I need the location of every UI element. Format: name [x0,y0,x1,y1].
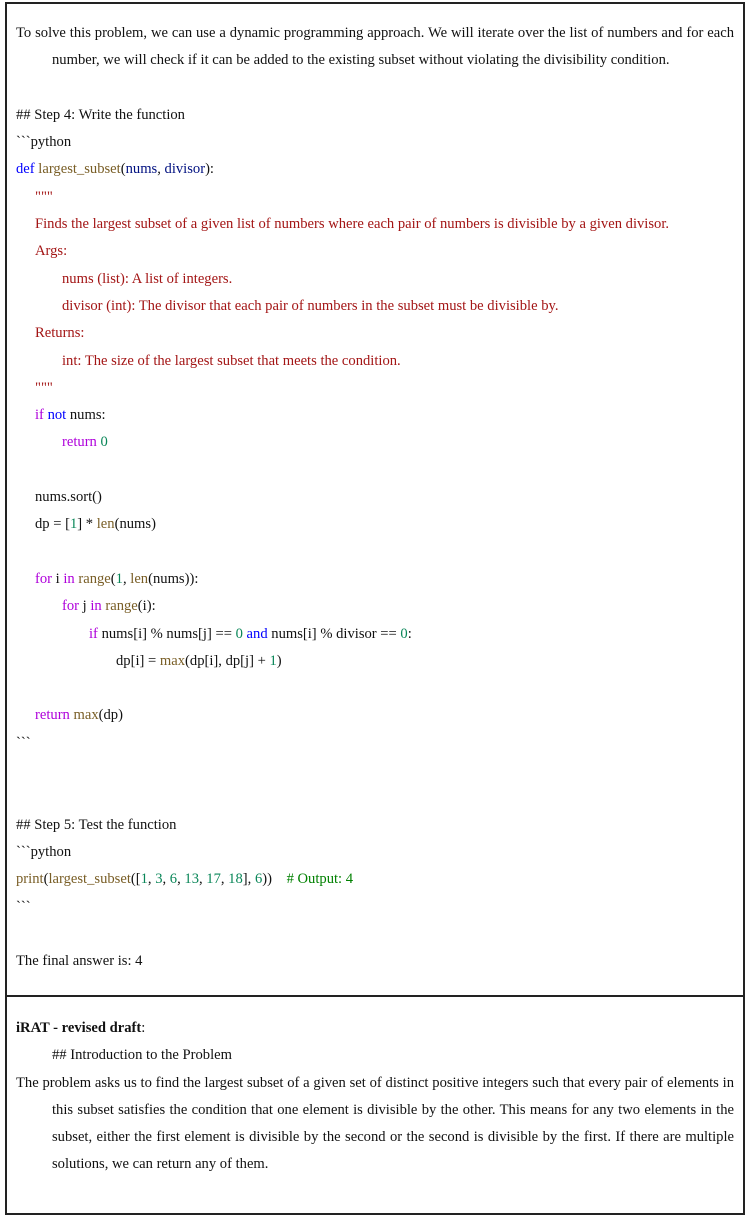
code-token: divisor [164,161,206,178]
original-answer-panel [5,2,745,997]
blank-line [16,675,734,702]
code-line [62,266,734,293]
code-token: if [89,625,102,642]
code-token: , [157,161,165,178]
code-token: return [62,434,101,451]
code-line [16,894,734,921]
code-line [62,429,734,456]
code-line [116,648,734,675]
code-token: dp[i] = [116,652,160,669]
code-token: ``` [16,734,31,751]
code-token: largest_subset [48,871,131,888]
code-line [35,375,734,402]
code-token: (dp[i], dp[j] + [185,652,270,669]
code-token: , [122,570,131,587]
code-token: 13 [184,871,199,888]
code-token: int: The size of the largest subset that meets the condition. [62,352,401,369]
code-line [35,484,734,511]
code-line [16,866,734,893]
code-token: ( [120,161,126,178]
revised-draft-panel [5,995,745,1215]
code-token: 1 [115,570,123,587]
code-line [35,402,734,429]
code-token: 1 [69,516,78,533]
code-token: range [78,570,111,587]
code-token: , [147,871,156,888]
blank-line [16,921,734,948]
code-line [62,348,734,375]
code-token: Returns: [35,325,85,342]
blank-line [16,757,734,784]
test-code-block [16,866,734,921]
function-code-block [16,156,734,757]
step5-heading: ## Step 5: Test the function [16,816,177,833]
code-line [35,320,734,347]
code-token: ): [205,161,214,178]
code-line [35,511,734,538]
code-line [16,730,734,757]
code-token: 0 [400,625,408,642]
code-token: 1 [140,871,148,888]
code-token: max [73,707,99,724]
problem-paragraph: The problem asks us to find the largest subset of a given set of distinct positive integers such that every pair of elements in this subset satisfies the condition that one element is divisible by the other. This means for any two elements in the subset, either the first element is divisible by the second or the second is divisible by the first. If there are multiple solutions, we can return any of them. [16,1074,738,1173]
code-token: if [35,407,48,424]
code-token: , [162,871,170,888]
code-token: and [242,625,272,642]
code-token: """ [35,379,53,396]
code-token: for [62,598,83,615]
code-token: nums [125,161,158,178]
code-token: nums[i] % nums[j] == [101,625,236,642]
code-token: dp = [ [35,516,70,533]
code-token: len [130,570,149,587]
code-token: """ [35,188,53,205]
code-token: nums (list): A list of integers. [62,270,233,287]
code-token: )) [262,871,287,888]
code-token: Args: [35,243,68,260]
code-token: len [96,516,115,533]
intro-paragraph: To solve this problem, we can use a dynamic programming approach. We will iterate over the list of numbers and for each number, we will check if it can be added to the existing subset without violating the divisibility condition. [16,25,738,69]
code-token: (nums) [114,516,156,533]
blank-line [16,539,734,566]
code-token: 17 [206,871,221,888]
code-token: nums: [69,407,106,424]
code-token: nums[i] % divisor == [271,625,401,642]
step4-heading: ## Step 4: Write the function [16,106,185,123]
code-token: j [82,598,91,615]
introduction-heading: ## Introduction to the Problem [52,1047,232,1064]
code-token: Finds the largest subset of a given list of numbers where each pair of numbers is divisible by a given divisor. [35,216,670,233]
code-token: in [90,598,106,615]
code-token: ] * [77,516,97,533]
code-token: , [177,871,185,888]
code-fence-open: ```python [16,134,72,151]
code-token: ], [242,871,255,888]
final-answer: The final answer is: 4 [16,953,143,970]
code-token: nums.sort() [35,489,102,506]
code-line [89,621,734,648]
code-token: def [16,161,39,178]
code-token: 18 [228,871,243,888]
code-line [62,293,734,320]
blank-line [16,457,734,484]
code-token: i [55,570,64,587]
code-line [62,593,734,620]
code-line [35,184,734,211]
code-line [35,566,734,593]
code-token: 1 [269,652,277,669]
code-token: divisor (int): The divisor that each pair of numbers in the subset must be divisible by. [62,297,559,314]
code-token: ``` [16,898,31,915]
code-token: (dp) [98,707,123,724]
code-token: 6 [254,871,263,888]
code-token: : [407,625,412,642]
code-token: 0 [100,434,108,451]
code-token: ([ [130,871,141,888]
blank-line [16,75,734,102]
code-token: max [159,652,186,669]
code-line [35,702,734,729]
code-token: , [198,871,207,888]
code-token: print [16,871,44,888]
code-token: ( [110,570,116,587]
code-token: ( [43,871,49,888]
code-token: (nums)): [148,570,199,587]
code-token: , [220,871,229,888]
code-line [35,211,734,238]
code-line [16,156,734,183]
code-token: in [63,570,79,587]
blank-line [16,784,734,811]
code-token: 0 [235,625,243,642]
code-token: for [35,570,56,587]
revised-draft-label: iRAT - revised draft [16,1020,142,1036]
code-token: largest_subset [38,161,121,178]
code-token: # Output: 4 [286,871,354,888]
code-fence-open: ```python [16,843,72,860]
code-token: (i): [137,598,156,615]
code-line [35,238,734,265]
code-token: 6 [169,871,178,888]
code-token: not [47,407,70,424]
revised-draft-label-line [16,1015,734,1042]
code-token: return [35,707,74,724]
label-colon: : [141,1020,146,1036]
code-token: ) [276,652,282,669]
code-token: range [105,598,138,615]
code-token: 3 [155,871,163,888]
